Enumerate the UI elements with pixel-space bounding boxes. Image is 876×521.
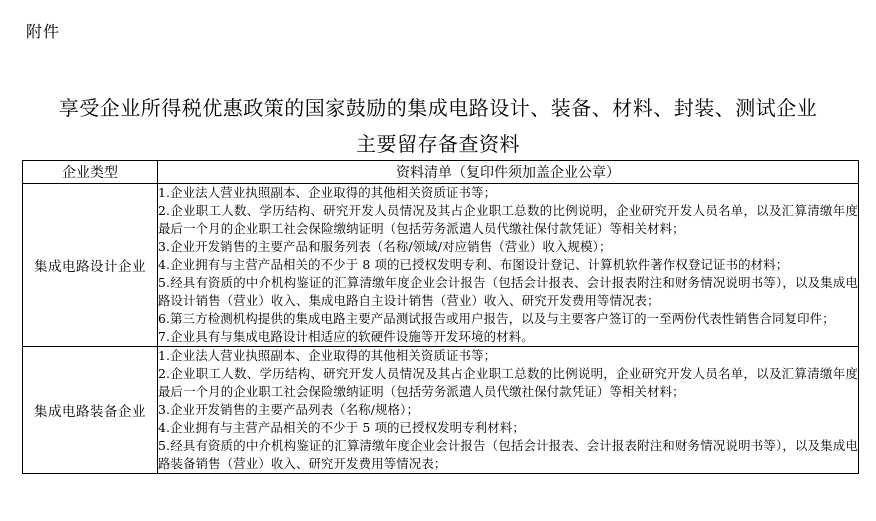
materials-cell: [158, 184, 859, 347]
enterprise-type-cell: 集成电路装备企业: [23, 347, 158, 474]
material-item: 4.企业拥有与主营产品相关的不少于 5 项的已授权发明专利材料；: [158, 420, 525, 435]
material-item: 2.企业职工人数、学历结构、研究开发人员情况及其占企业职工总数的比例说明，企业研究开发人员名单，以及汇算清缴年度最后一个月的企业职工社会保险缴纳证明（包括劳务派遣人员代缴社保付款凭证）等相关材料；: [158, 366, 858, 399]
material-item: 3.企业开发销售的主要产品和服务列表（名称/领域/对应销售（营业）收入规模）；: [158, 239, 612, 254]
table-header-row: [23, 161, 859, 184]
table-row-equipment-enterprise: [23, 347, 859, 474]
material-item: 7.企业具有与集成电路设计相适应的软硬件设施等开发环境的材料。: [158, 329, 534, 344]
material-item: 3.企业开发销售的主要产品列表（名称/规格）；: [158, 402, 420, 417]
material-item: 5.经具有资质的中介机构鉴证的汇算清缴年度企业会计报告（包括会计报表、会计报表附注和财务情况说明书等），以及集成电路装备销售（营业）收入、研究开发费用等情况表；: [158, 438, 858, 471]
table-row-design-enterprise: [23, 184, 859, 347]
material-item: 1.企业法人营业执照副本、企业取得的其他相关资质证书等；: [158, 185, 497, 200]
materials-table: [22, 160, 859, 474]
material-item: 6.第三方检测机构提供的集成电路主要产品测试报告或用户报告，以及与主要客户签订的一至两份代表性销售合同复印件；: [158, 311, 835, 326]
document-title-line2: 主要留存备查资料: [356, 132, 520, 156]
header-enterprise-type: 企业类型: [23, 161, 158, 184]
document-title-line1: 享受企业所得税优惠政策的国家鼓励的集成电路设计、装备、材料、封装、测试企业: [58, 96, 818, 120]
material-item: 4.企业拥有与主营产品相关的不少于 8 项的已授权发明专利、布图设计登记、计算机软件著作权登记证书的材料；: [158, 257, 789, 272]
enterprise-type-cell: 集成电路设计企业: [23, 184, 158, 347]
header-materials-list: 资料清单（复印件须加盖企业公章）: [158, 161, 859, 184]
material-item: 2.企业职工人数、学历结构、研究开发人员情况及其占企业职工总数的比例说明，企业研究开发人员名单，以及汇算清缴年度最后一个月的企业职工社会保险缴纳证明（包括劳务派遣人员代缴社保付款凭证）等相关材料；: [158, 203, 858, 236]
material-item: 5.经具有资质的中介机构鉴证的汇算清缴年度企业会计报告（包括会计报表、会计报表附注和财务情况说明书等），以及集成电路设计销售（营业）收入、集成电路自主设计销售（营业）收入、研究开发费用等情况表；: [158, 275, 858, 308]
material-item: 1.企业法人营业执照副本、企业取得的其他相关资质证书等；: [158, 348, 497, 363]
materials-cell: [158, 347, 859, 474]
attachment-label: 附件: [26, 22, 61, 41]
